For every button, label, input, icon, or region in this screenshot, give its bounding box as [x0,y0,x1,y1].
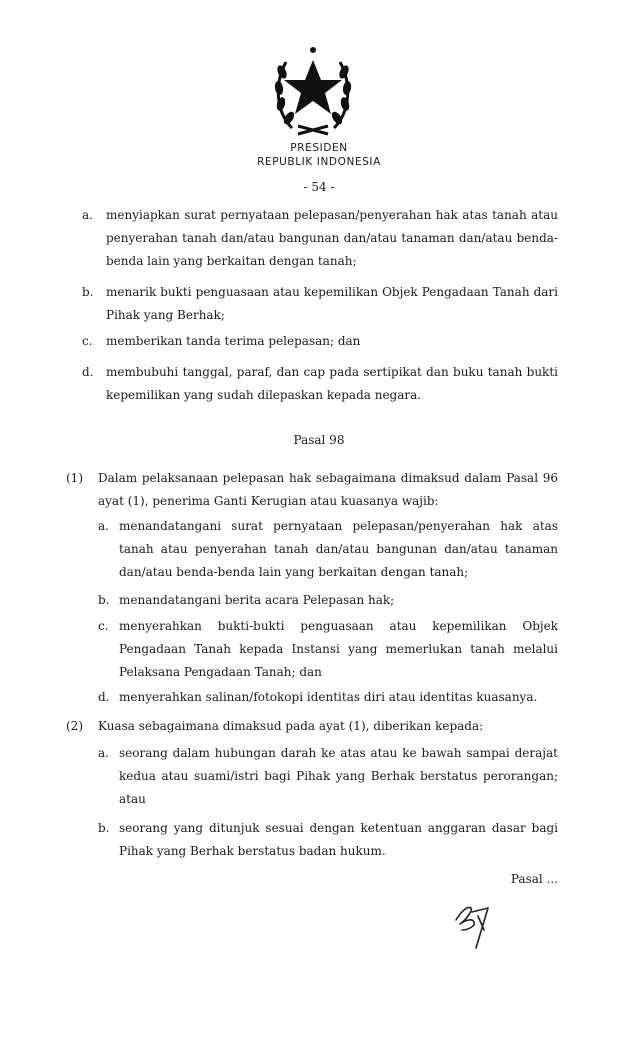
list-item-text: menyerahkan bukti-bukti penguasaan atau kepemilikan Objek Pengadaan Tanah kepada Instansi yang memerlukan tanah melalui Pelaksana Pengadaan Tanah; dan [119,619,558,679]
header-title: PRESIDEN [290,142,348,154]
list-item-letter: c. [98,619,109,633]
page-number: - 54 - [303,180,335,194]
article-title: Pasal 98 [293,433,345,447]
list-item-letter: b. [82,285,94,299]
list-item-letter: a. [98,746,109,760]
list-item-letter: b. [98,821,110,835]
list-item-text: menandatangani surat pernyataan pelepasan/penyerahan hak atas tanah atau penyerahan tanah dan/atau bangunan dan/atau tanaman dan/atau benda-benda lain yang berkaitan dengan tanah; [119,519,558,579]
next-page-indicator: Pasal ... [510,872,558,886]
list-item-text: menyiapkan surat pernyataan pelepasan/penyerahan hak atas tanah atau penyerahan tanah dan/atau bangunan dan/atau tanaman dan/atau benda-benda lain yang berkaitan dengan tanah; [106,208,558,268]
paragraph-number: (2) [66,719,83,733]
paragraph-number: (1) [66,471,83,485]
list-item-text: menyerahkan salinan/fotokopi identitas diri atau identitas kuasanya. [119,690,538,704]
paragraph-text: Kuasa sebagaimana dimaksud pada ayat (1), diberikan kepada: [98,719,484,733]
list-item-text: membubuhi tanggal, paraf, dan cap pada sertipikat dan buku tanah bukti kepemilikan yang sudah dilepaskan kepada negara. [106,365,558,402]
list-item-letter: a. [98,519,109,533]
list-item-text: seorang yang ditunjuk sesuai dengan ketentuan anggaran dasar bagi Pihak yang Berhak berstatus badan hukum. [119,821,558,858]
list-item-text: menarik bukti penguasaan atau kepemilikan Objek Pengadaan Tanah dari Pihak yang Berhak; [106,285,558,322]
list-item-letter: d. [82,365,94,379]
header-subtitle: REPUBLIK INDONESIA [257,156,381,168]
list-item-text: menandatangani berita acara Pelepasan hak; [119,593,395,607]
list-item-text: memberikan tanda terima pelepasan; dan [106,334,361,348]
handwritten-initials-icon [452,900,492,952]
garuda-star-emblem-icon [270,42,356,138]
list-item-letter: a. [82,208,93,222]
list-item-letter: d. [98,690,110,704]
list-item-letter: b. [98,593,110,607]
paragraph-text: Dalam pelaksanaan pelepasan hak sebagaimana dimaksud dalam Pasal 96 ayat (1), penerima Ganti Kerugian atau kuasanya wajib: [98,471,558,508]
list-item-text: seorang dalam hubungan darah ke atas atau ke bawah sampai derajat kedua atau suami/istri bagi Pihak yang Berhak berstatus perorangan; atau [119,746,558,806]
list-item-letter: c. [82,334,93,348]
